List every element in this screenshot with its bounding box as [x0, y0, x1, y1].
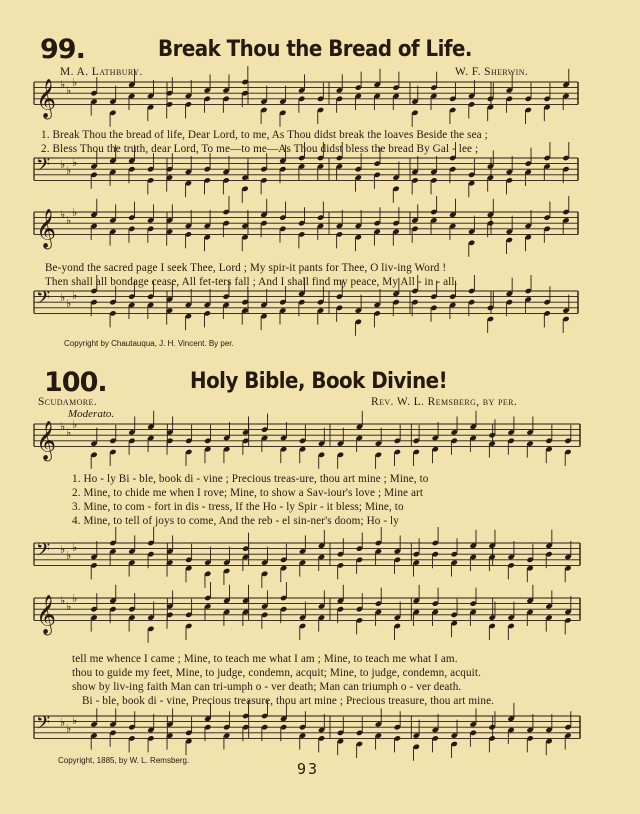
- hymn-100-verse-3-line-2: show by liv-ing faith Man can tri-umph o - ver death; Man can triumph o - ver death.: [72, 681, 462, 693]
- hymn-99-number: 99.: [40, 34, 85, 65]
- hymn-100-number: 100.: [44, 367, 107, 398]
- hymn-100-verse-1-line-2: tell me whence I came ; Mine, to teach me what I am ; Mine, to teach me what I am.: [72, 653, 458, 665]
- svg-text:♭: ♭: [72, 541, 78, 554]
- hymn-100-copyright: Copyright, 1885, by W. L. Remsberg.: [58, 756, 190, 765]
- svg-text:♭: ♭: [72, 76, 78, 89]
- hymn-99-composer: W. F. Sherwin.: [455, 66, 529, 78]
- svg-text:♭: ♭: [72, 592, 78, 605]
- svg-text:♭: ♭: [66, 600, 72, 613]
- hymn-99-copyright: Copyright by Chautauqua, J. H. Vincent. By per.: [64, 339, 234, 348]
- hymn-100-verse-4-line-2: Bi - ble, book di - vine, Precious treasure, thou art mine ; Precious treasure, thou art mine.: [82, 695, 495, 707]
- svg-text:♭: ♭: [60, 208, 66, 221]
- svg-text:♭: ♭: [60, 420, 66, 433]
- svg-text:♭: ♭: [60, 716, 66, 729]
- svg-text:𝄞: 𝄞: [36, 208, 57, 249]
- svg-text:𝄢: 𝄢: [36, 540, 51, 565]
- svg-text:♭: ♭: [60, 78, 66, 91]
- hymn-100-verse-2-line-1: 2. Mine, to chide me when I rove; Mine, to show a Sav-iour's love ; Mine art: [72, 487, 424, 499]
- hymn-99-verse-2-line-2: Then shall all bondage cease, All fet-ters fall ; And I shall find my peace, My All - in - all.: [45, 276, 458, 288]
- hymn-100-verse-4-line-1: 4. Mine, to tell of joys to come, And the reb - el sin-ner's doom; Ho - ly: [72, 515, 399, 527]
- hymn-99-verse-1-line-1: 1. Break Thou the bread of life, Dear Lord, to me, As Thou didst break the loaves Beside the sea ;: [41, 129, 488, 141]
- svg-text:♭: ♭: [66, 426, 72, 439]
- hymn-99-verse-1-line-2: Be-yond the sacred page I seek Thee, Lord ; My spir-it pants for Thee, O liv-ing Word !: [45, 262, 447, 274]
- svg-text:𝄞: 𝄞: [36, 420, 57, 461]
- hymn-100-composer: Rev. W. L. Remsberg, by per.: [371, 396, 518, 408]
- hymn-100-tune: Scudamore.: [38, 396, 98, 408]
- svg-text:♭: ♭: [60, 158, 66, 171]
- svg-text:♭: ♭: [66, 214, 72, 227]
- hymn-100-verse-1-line-1: 1. Ho - ly Bi - ble, book di - vine ; Precious treas-ure, thou art mine ; Mine, to: [72, 473, 429, 485]
- svg-text:♭: ♭: [66, 297, 72, 310]
- svg-text:♭: ♭: [60, 291, 66, 304]
- svg-text:♭: ♭: [66, 549, 72, 562]
- hymn-99-verse-2-line-1: 2. Bless Thou the truth, dear Lord, To me—to me—As Thou didst bless the bread By Gal - lee ;: [41, 143, 479, 155]
- hymn-99-title: Break Thou the Bread of Life.: [158, 37, 472, 62]
- svg-text:♭: ♭: [72, 289, 78, 302]
- svg-text:𝄞: 𝄞: [36, 594, 57, 635]
- hymn-100-verse-3-line-1: 3. Mine, to com - fort in dis - tress, If the Ho - ly Spir - it bless; Mine, to: [72, 501, 404, 513]
- svg-text:♭: ♭: [66, 84, 72, 97]
- hymn-99-author: M. A. Lathbury.: [60, 66, 143, 78]
- svg-text:♭: ♭: [66, 164, 72, 177]
- svg-text:𝄢: 𝄢: [36, 713, 51, 738]
- hymn-100-verse-2-line-2: thou to guide my feet, Mine, to judge, condemn, acquit; Mine, to judge, condemn, acquit.: [72, 667, 481, 679]
- svg-text:♭: ♭: [72, 206, 78, 219]
- svg-text:♭: ♭: [66, 722, 72, 735]
- hymn-100-title: Holy Bible, Book Divine!: [190, 369, 448, 394]
- page-number: 93: [297, 760, 320, 778]
- svg-text:♭: ♭: [72, 156, 78, 169]
- hymn-100-tempo: Moderato.: [68, 408, 115, 420]
- svg-text:♭: ♭: [60, 594, 66, 607]
- svg-text:𝄢: 𝄢: [36, 155, 51, 180]
- svg-text:𝄢: 𝄢: [36, 288, 51, 313]
- svg-text:♭: ♭: [60, 543, 66, 556]
- svg-text:♭: ♭: [72, 418, 78, 431]
- svg-text:𝄞: 𝄞: [36, 78, 57, 119]
- svg-text:♭: ♭: [72, 714, 78, 727]
